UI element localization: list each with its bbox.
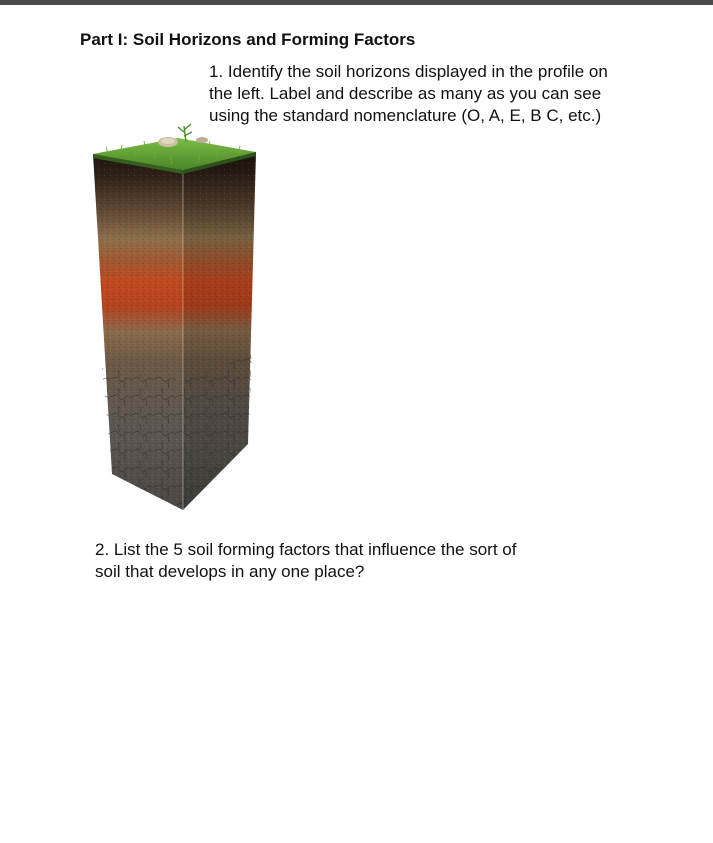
question-2-line-2: soil that develops in any one place? — [95, 562, 365, 581]
question-2 — [95, 539, 615, 583]
question-1 — [209, 61, 679, 127]
question-2-line-1: 2. List the 5 soil forming factors that influence the sort of — [95, 540, 517, 559]
question-1-line-2: the left. Label and describe as many as you can see — [209, 84, 602, 103]
top-border — [0, 0, 713, 5]
question-1-line-1: 1. Identify the soil horizons displayed in the profile on — [209, 62, 608, 81]
page-title: Part I: Soil Horizons and Forming Factors — [80, 30, 416, 49]
question-1-line-3: using the standard nomenclature (O, A, E, B C, etc.) — [209, 106, 602, 125]
soil-profile-image — [88, 118, 260, 514]
